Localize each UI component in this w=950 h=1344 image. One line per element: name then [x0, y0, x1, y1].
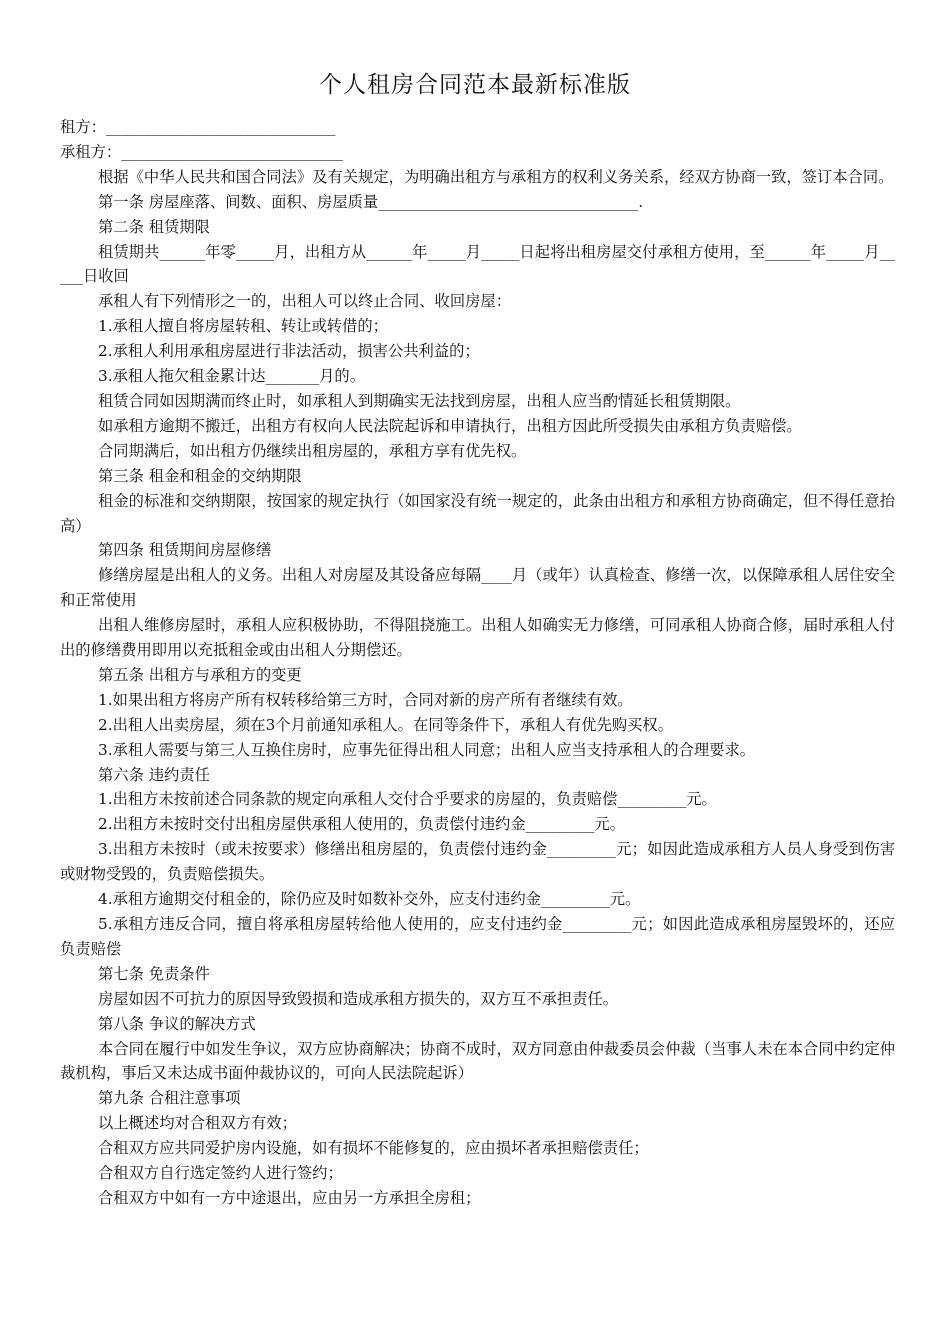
paragraph: 以上概述均对合租双方有效；	[98, 1114, 297, 1133]
paragraph: 4.承租方逾期交付租金的，除仍应及时如数补交外，应支付违约金_________元。	[98, 890, 641, 909]
paragraph: 租赁期共______年零_____月，出租方从______年_____月_____日起将出租房屋交付承租方使用，至______年_____月_____日收回	[60, 242, 895, 286]
paragraph: 第二条 租赁期限	[98, 217, 210, 236]
paragraph: 出租人维修房屋时，承租人应积极协助，不得阻挠施工。出租人如确实无力修缮，可同承租人协商合修，届时承租人付出的修缮费用即用以充抵租金或由出租人分期偿还。	[60, 616, 895, 660]
paragraph: 承租方：_____________________________	[60, 142, 343, 161]
paragraph: 本合同在履行中如发生争议，双方应协商解决；协商不成时，双方同意由仲裁委员会仲裁（当事人未在本合同中约定仲裁机构，事后又未达成书面仲裁协议的，可向人民法院起诉）	[60, 1039, 895, 1083]
paragraph: 第一条 房屋座落、间数、面积、房屋质量__________________________________.	[98, 192, 644, 211]
paragraph: 第六条 违约责任	[98, 765, 210, 784]
paragraph: 2.承租人利用承租房屋进行非法活动，损害公共利益的；	[98, 342, 480, 361]
paragraph: 租金的标准和交纳期限，按国家的规定执行（如国家没有统一规定的，此条由出租方和承租方协商确定，但不得任意抬高）	[60, 491, 895, 535]
paragraph: 第三条 租金和租金的交纳期限	[98, 466, 302, 485]
paragraph: 合租双方自行选定签约人进行签约；	[98, 1164, 343, 1183]
paragraph: 5.承租方违反合同，擅自将承租房屋转给他人使用的，应支付违约金_________元；如因此造成承租房屋毁坏的，还应负责赔偿	[60, 915, 895, 958]
paragraph: 第七条 免责条件	[98, 964, 210, 983]
paragraph: 2.出租人出卖房屋，须在3个月前通知承租人。在同等条件下，承租人有优先购买权。	[98, 715, 674, 734]
paragraph: 租赁合同如因期满而终止时，如承租人到期确实无法找到房屋，出租人应当酌情延长租赁期限。	[98, 391, 741, 410]
paragraph: 租方：______________________________	[60, 118, 336, 136]
paragraph: 合同期满后，如出租方仍继续出租房屋的，承租方享有优先权。	[98, 441, 527, 460]
paragraph: 3.承租人拖欠租金累计达_______月的。	[98, 367, 365, 386]
paragraph: 合租双方应共同爱护房内设施，如有损坏不能修复的，应由损坏者承担赔偿责任；	[98, 1139, 649, 1158]
paragraph: 1.如果出租方将房产所有权转移给第三方时，合同对新的房产所有者继续有效。	[98, 690, 633, 709]
paragraph: 根据《中华人民共和国合同法》及有关规定，为明确出租方与承租方的权利义务关系，经双方协商一致，签订本合同。	[98, 167, 894, 186]
paragraph: 第五条 出租方与承租方的变更	[98, 665, 302, 684]
paragraph: 3.出租方未按时（或未按要求）修缮出租房屋的，负责偿付违约金_________元；如因此造成承租方人员人身受到伤害或财物受毁的，负责赔偿损失。	[60, 840, 895, 884]
paragraph: 如承租方逾期不搬迁，出租方有权向人民法院起诉和申请执行，出租方因此所受损失由承租方负责赔偿。	[98, 416, 802, 435]
paragraph: 合租双方中如有一方中途退出，应由另一方承担全房租；	[98, 1188, 481, 1207]
paragraph: 承租人有下列情形之一的，出租人可以终止合同、收回房屋：	[98, 292, 512, 311]
paragraph: 修缮房屋是出租人的义务。出租人对房屋及其设备应每隔____月（或年）认真检查、修缮一次，以保障承租人居住安全和正常使用	[60, 566, 895, 610]
paragraph: 第九条 合租注意事项	[98, 1089, 241, 1108]
paragraph: 1.承租人擅自将房屋转租、转让或转借的；	[98, 317, 388, 336]
paragraph: 1.出租方未按前述合同条款的规定向承租人交付合乎要求的房屋的，负责赔偿_________元。	[98, 790, 717, 809]
paragraph: 3.承租人需要与第三人互换住房时，应事先征得出租人同意；出租人应当支持承租人的合理要求。	[98, 740, 756, 759]
document-title: 个人租房合同范本最新标准版	[319, 72, 631, 98]
paragraph: 2.出租方未按时交付出租房屋供承租人使用的，负责偿付违约金_________元。	[98, 815, 626, 834]
document-body	[60, 115, 895, 1211]
paragraph: 第四条 租赁期间房屋修缮	[98, 541, 272, 560]
paragraph: 房屋如因不可抗力的原因导致毁损和造成承租方损失的，双方互不承担责任。	[98, 989, 619, 1008]
paragraph: 第八条 争议的解决方式	[98, 1014, 256, 1033]
